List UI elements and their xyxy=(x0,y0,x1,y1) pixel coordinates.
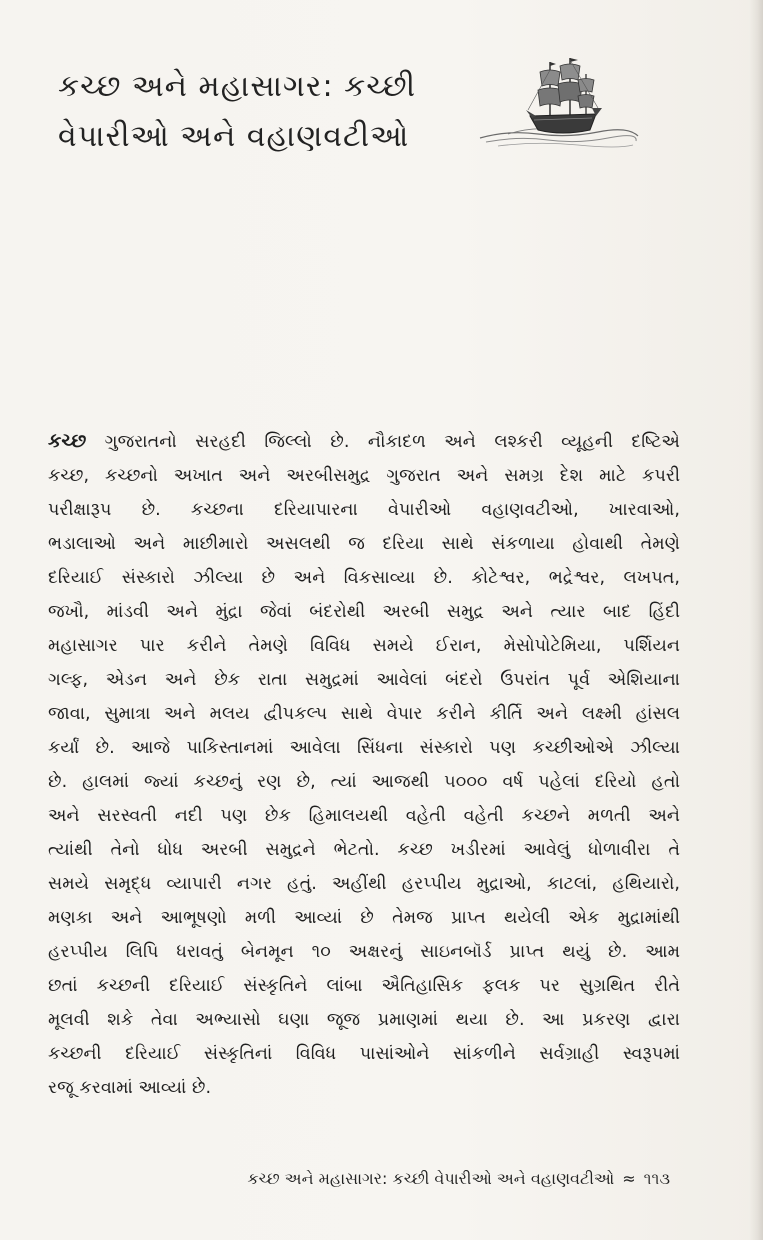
page-edge-shadow xyxy=(749,0,763,1240)
sailing-ship-icon xyxy=(478,50,640,150)
footer-separator: ≈ xyxy=(622,1169,636,1188)
paragraph-line: ત્યાંથી તેનો ધોધ અરબી સમુદ્રને ભેટતો. કચ્છ ખડીરમાં આવેલું ધોળાવીરા તે xyxy=(48,840,680,860)
chapter-title xyxy=(58,62,458,162)
paragraph-line: સમયે સમૃદ્ધ વ્યાપારી નગર હતું. અહીંથી હરપ્પીય મુદ્રાઓ, કાટલાં, હથિયારો, xyxy=(48,874,680,894)
paragraph-line: દરિયાઈ સંસ્કારો ઝીલ્યા છે અને વિકસાવ્યા છે. કોટેશ્વર, ભદ્રેશ્વર, લખપત, xyxy=(48,568,680,588)
paragraph-line: મૂલવી શકે તેવા અભ્યાસો ઘણા જૂજ પ્રમાણમાં થયા છે. આ પ્રકરણ દ્વારા xyxy=(48,1010,680,1030)
paragraph-line: અને સરસ્વતી નદી પણ છેક હિમાલયથી વહેતી વહેતી કચ્છને મળતી અને xyxy=(48,806,680,826)
running-footer xyxy=(150,1169,670,1189)
first-line-rest: ગુજરાતનો સરહદી જિલ્લો છે. નૌકાદળ અને લશ્કરી વ્યૂહની દષ્ટિએ xyxy=(86,432,680,452)
paragraph-line: ગલ્ફ, એડન અને છેક રાતા સમુદ્રમાં આવેલાં બંદરો ઉપરાંત પૂર્વ એશિયાના xyxy=(48,670,680,690)
paragraph-line: કર્યાં છે. આજે પાકિસ્તાનમાં આવેલા સિંધના સંસ્કારો પણ કચ્છીઓએ ઝીલ્યા xyxy=(48,738,680,758)
paragraph-line: ભડાલાઓ અને માછીમારો અસલથી જ દરિયા સાથે સંકળાયા હોવાથી તેમણે xyxy=(48,534,680,554)
paragraph-line: પરીક્ષારૂપ છે. કચ્છના દરિયાપારના વેપારીઓ વહાણવટીઓ, ખારવાઓ, xyxy=(48,500,680,520)
paragraph-line: છતાં કચ્છની દરિયાઈ સંસ્કૃતિને લાંબા ઐતિહાસિક ફલક પર સુગ્રથિત રીતે xyxy=(48,976,680,996)
chapter-intro-paragraph xyxy=(48,424,680,1105)
paragraph-line: કચ્છ, કચ્છનો અખાત અને અરબીસમુદ્ર ગુજરાત અને સમગ્ર દેશ માટે કપરી xyxy=(48,466,680,486)
paragraph-line: જાવા, સુમાત્રા અને મલય દ્વીપકલ્પ સાથે વેપાર કરીને કીર્તિ અને લક્ષ્મી હાંસલ xyxy=(48,704,680,724)
page-number: ૧૧૩ xyxy=(643,1169,670,1188)
running-title: કચ્છ અને મહાસાગર: કચ્છી વેપારીઓ અને વહાણવટીઓ xyxy=(247,1169,615,1188)
chapter-title-line-1: કચ્છ અને મહાસાગર: કચ્છી xyxy=(58,69,417,104)
lead-word: કચ્છ xyxy=(48,430,87,452)
paragraph-line: મણકા અને આભૂષણો મળી આવ્યાં છે તેમજ પ્રાપ્ત થયેલી એક મુદ્રામાંથી xyxy=(48,908,680,928)
paragraph-line: કચ્છની દરિયાઈ સંસ્કૃતિનાં વિવિધ પાસાંઓને સાંકળીને સર્વગ્રાહી સ્વરૂપમાં xyxy=(48,1044,680,1064)
paragraph-line: હરપ્પીય લિપિ ધરાવતું બેનમૂન ૧૦ અક્ષરનું સાઇનબૉર્ડ પ્રાપ્ત થયું છે. આમ xyxy=(48,942,680,962)
chapter-title-line-2: વેપારીઓ અને વહાણવટીઓ xyxy=(58,119,410,154)
paragraph-line-last: રજૂ કરવામાં આવ્યાં છે. xyxy=(48,1078,212,1098)
paragraph-line-first xyxy=(48,424,680,459)
paragraph-line: મહાસાગર પાર કરીને તેમણે વિવિધ સમયે ઈરાન, મેસોપોટેમિયા, પર્શિયન xyxy=(48,636,680,656)
paragraph-line: જખૌ, માંડવી અને મુંદ્રા જેવાં બંદરોથી અરબી સમુદ્ર અને ત્યાર બાદ હિંદી xyxy=(48,602,680,622)
paragraph-line: છે. હાલમાં જ્યાં કચ્છનું રણ છે, ત્યાં આજથી ૫૦૦૦ વર્ષ પહેલાં દરિયો હતો xyxy=(48,772,680,792)
